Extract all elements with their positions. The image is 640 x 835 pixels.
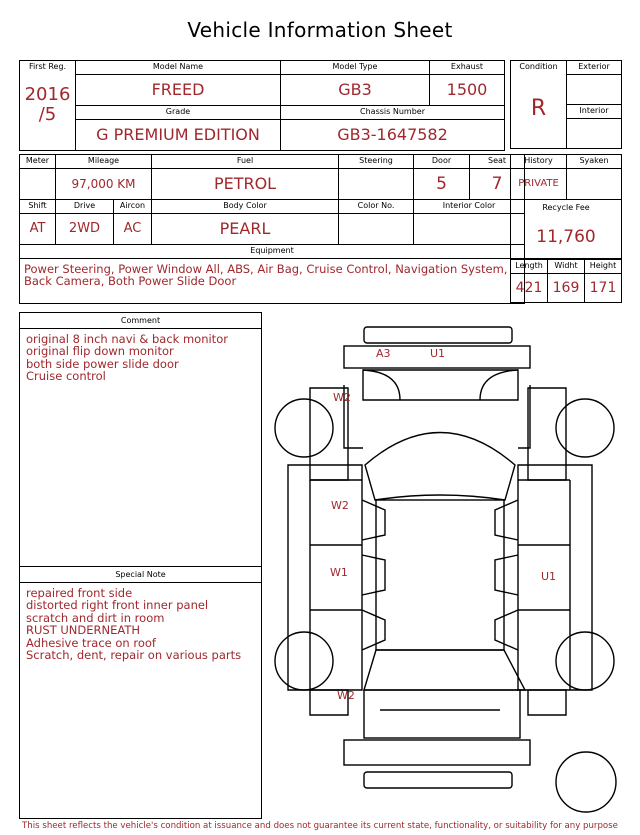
steering-label: Steering bbox=[359, 156, 393, 165]
comment-label: Comment bbox=[20, 313, 261, 329]
condition-value: R bbox=[530, 96, 547, 121]
exhaust-value: 1500 bbox=[446, 80, 488, 99]
special-note-line: repaired front side bbox=[26, 586, 133, 600]
interior-color-label: Interior Color bbox=[442, 201, 496, 210]
seat-value: 7 bbox=[491, 174, 503, 194]
exterior-label: Exterior bbox=[578, 62, 610, 71]
damage-mark: W2 bbox=[337, 689, 355, 702]
shift-label: Shift bbox=[28, 201, 47, 210]
special-note-line: Adhesive trace on roof bbox=[26, 635, 156, 650]
fuel-value: PETROL bbox=[213, 174, 277, 193]
aircon-value: AC bbox=[123, 221, 142, 236]
color-no-label: Color No. bbox=[357, 201, 395, 210]
model-name-label: Model Name bbox=[152, 62, 204, 71]
body-color-value: PEARL bbox=[219, 219, 271, 238]
width-value: 169 bbox=[552, 280, 580, 296]
height-value: 171 bbox=[589, 280, 617, 296]
length-value: 421 bbox=[515, 280, 543, 296]
comment-line: original 8 inch navi & back monitor bbox=[26, 332, 228, 346]
damage-mark: U1 bbox=[541, 570, 557, 583]
interior-label: Interior bbox=[579, 106, 609, 115]
door-label: Door bbox=[431, 156, 452, 165]
mileage-label: Mileage bbox=[87, 156, 120, 165]
model-type-value: GB3 bbox=[338, 80, 372, 99]
drive-label: Drive bbox=[73, 201, 96, 210]
syaken-label: Syaken bbox=[579, 156, 609, 165]
comment-line: original flip down monitor bbox=[26, 344, 174, 359]
body-color-label: Body Color bbox=[223, 201, 267, 210]
chassis-value: GB3-1647582 bbox=[337, 125, 448, 144]
exhaust-label: Exhaust bbox=[450, 62, 484, 71]
damage-mark: W2 bbox=[333, 391, 351, 404]
chassis-label: Chassis Number bbox=[360, 107, 425, 116]
fuel-label: Fuel bbox=[236, 156, 254, 165]
equipment-label: Equipment bbox=[250, 246, 294, 255]
sheet-title: Vehicle Information Sheet bbox=[187, 18, 453, 42]
comment-line: Cruise control bbox=[26, 369, 106, 384]
special-note-line: Scratch, dent, repair on various parts bbox=[26, 648, 242, 663]
car-outline bbox=[275, 327, 616, 812]
first-reg-year: 2016 bbox=[24, 84, 71, 105]
recycle-label: Recycle Fee bbox=[542, 203, 590, 212]
door-value: 5 bbox=[436, 174, 447, 194]
first-reg-month: /5 bbox=[38, 104, 57, 125]
disclaimer-footer: This sheet reflects the vehicle's condition at issuance and does not guarantee its current state, functionality, or suitability for any purpose bbox=[22, 821, 618, 831]
special-note-line: RUST UNDERNEATH bbox=[26, 623, 141, 638]
first-reg-label: First Reg. bbox=[28, 62, 67, 71]
length-label: Length bbox=[515, 261, 543, 270]
aircon-label: Aircon bbox=[119, 201, 146, 210]
history-label: History bbox=[524, 156, 553, 165]
special-note-label: Special Note bbox=[20, 567, 261, 583]
mileage-value: 97,000 KM bbox=[71, 177, 136, 191]
damage-mark: W2 bbox=[331, 499, 349, 512]
condition-label: Condition bbox=[519, 62, 558, 71]
recycle-value: 11,760 bbox=[536, 227, 596, 247]
model-type-label: Model Type bbox=[332, 62, 378, 71]
equipment-value: Power Steering, Power Window All, ABS, Air Bag, Cruise Control, Navigation System, Back Camera, Both Power Slide Door bbox=[24, 262, 508, 288]
special-note-line: scratch and dirt in room bbox=[26, 610, 165, 625]
grade-value: G PREMIUM EDITION bbox=[96, 125, 260, 144]
drive-value: 2WD bbox=[68, 221, 101, 236]
damage-mark: W1 bbox=[330, 566, 348, 579]
special-note-line: distorted right front inner panel bbox=[26, 598, 209, 613]
height-label: Height bbox=[589, 261, 617, 270]
grade-label: Grade bbox=[165, 107, 191, 116]
shift-value: AT bbox=[29, 221, 46, 236]
seat-label: Seat bbox=[487, 156, 507, 165]
damage-mark: A3 bbox=[376, 347, 391, 360]
meter-label: Meter bbox=[25, 156, 50, 165]
width-label: Widht bbox=[554, 261, 578, 270]
damage-mark: U1 bbox=[430, 347, 446, 360]
history-value: PRIVATE bbox=[518, 178, 559, 189]
model-name-value: FREED bbox=[151, 80, 205, 99]
comment-line: both side power slide door bbox=[26, 356, 179, 371]
